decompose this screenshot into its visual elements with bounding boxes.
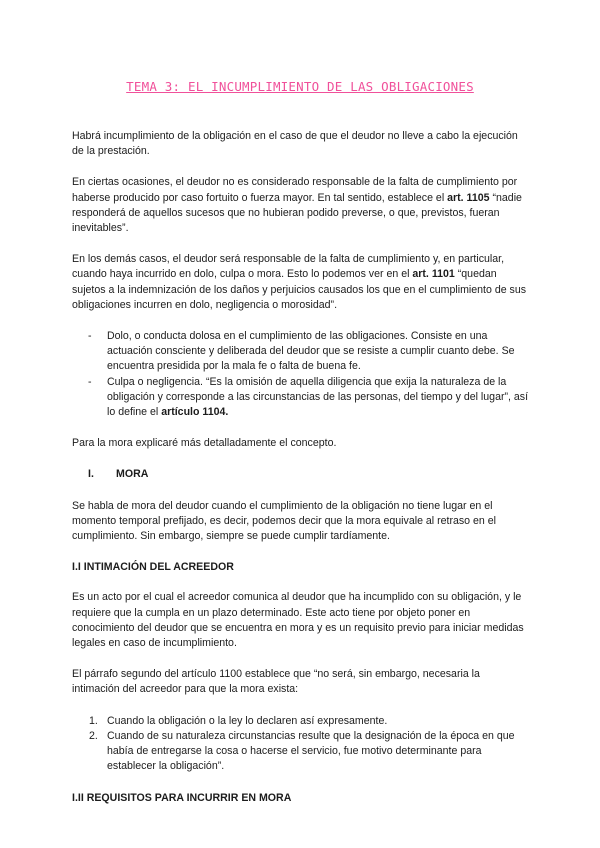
document-title: TEMA 3: EL INCUMPLIMIENTO DE LAS OBLIGACIONES xyxy=(126,79,474,94)
number-marker: 1. xyxy=(89,714,98,727)
list-item xyxy=(72,329,530,375)
list-item xyxy=(72,375,530,421)
subsection-heading-intimacion: I.I INTIMACIÓN DEL ACREEDOR xyxy=(72,561,234,574)
list-item-text: Cuando de su naturaleza circunstancias resulte que la designación de la época en que había de entregarse la cosa o hacerse el servicio, fue motivo determinante para establecer la obligación”. xyxy=(107,729,515,773)
section-number: I. xyxy=(88,468,94,481)
text-span: “nadie responderá de aquellos sucesos que no hubieran podido preverse, o que, previstos, fueran inevitables”. xyxy=(72,191,522,235)
paragraph-art-1101 xyxy=(72,252,530,313)
paragraph-art-1100: El párrafo segundo del artículo 1100 establece que “no será, sin embargo, necesaria la intimación del acreedor para que la mora exista: xyxy=(72,668,480,696)
number-marker: 2. xyxy=(89,729,98,742)
section-title: MORA xyxy=(116,468,149,481)
list-item xyxy=(72,729,530,775)
paragraph-mora-intro: Para la mora explicaré más detalladamente el concepto. xyxy=(72,437,337,450)
section-heading-mora xyxy=(72,467,530,482)
bullet-marker: - xyxy=(88,330,92,343)
bullet-marker: - xyxy=(88,375,92,388)
list-item xyxy=(72,714,530,729)
list-item-text: Dolo, o conducta dolosa en el cumplimiento de las obligaciones. Consiste en una actuación consciente y deliberada del deudor que se resiste a cumplir cuanto debe. Se encuentra presidida por la mala fe o falta de buena fe. xyxy=(107,330,515,373)
text-span: En los demás casos, el deudor será responsable de la falta de cumplimiento y, en particular, cuando haya incurrido en dolo, culpa o mora. Esto lo podemos ver en el xyxy=(72,253,505,281)
bullet-list xyxy=(72,329,530,420)
text-span: En ciertas ocasiones, el deudor no es considerado responsable de la falta de cumplimiento por haberse producido por caso fortuito o fuerza mayor. En tal sentido, establece el xyxy=(72,176,518,204)
subsection-heading-requisitos: I.II REQUISITOS PARA INCURRIR EN MORA xyxy=(72,791,292,804)
paragraph-art-1105 xyxy=(72,175,530,236)
paragraph-mora-definition: Se habla de mora del deudor cuando el cumplimiento de la obligación no tiene lugar en el momento temporal prefijado, es decir, podemos decir que la mora equivale al retraso en el cumplimiento. Sin embargo, siempre se puede cumplir tardíamente. xyxy=(72,499,496,543)
article-reference: artículo 1104. xyxy=(161,406,229,419)
article-reference: art. 1105 xyxy=(447,191,490,204)
paragraph-intimacion: Es un acto por el cual el acreedor comunica al deudor que ha incumplido con su obligación, y le requiere que la cumpla en un plazo determinado. Este acto tiene por objeto poner en conocimiento del deudor que se encuentra en mora y es un requisito previo para iniciar medidas legales en caso de incumplimiento. xyxy=(72,591,524,650)
text-span: “quedan sujetos a la indemnización de los daños y perjuicios causados los que en el cumplimiento de sus obligaciones incurren en dolo, negligencia o morosidad”. xyxy=(72,268,527,311)
list-item-text: Cuando la obligación o la ley lo declaren así expresamente. xyxy=(107,714,388,727)
list-item-text: Culpa o negligencia. “Es la omisión de aquella diligencia que exija la naturaleza de la obligación y corresponde a las circunstancias de las personas, del tiempo y del lugar”, así lo define el xyxy=(107,375,529,419)
numbered-list xyxy=(72,714,530,775)
paragraph-intro: Habrá incumplimiento de la obligación en el caso de que el deudor no lleve a cabo la ejecución de la prestación. xyxy=(72,130,518,158)
article-reference: art. 1101 xyxy=(412,268,455,281)
document-body xyxy=(72,129,530,821)
